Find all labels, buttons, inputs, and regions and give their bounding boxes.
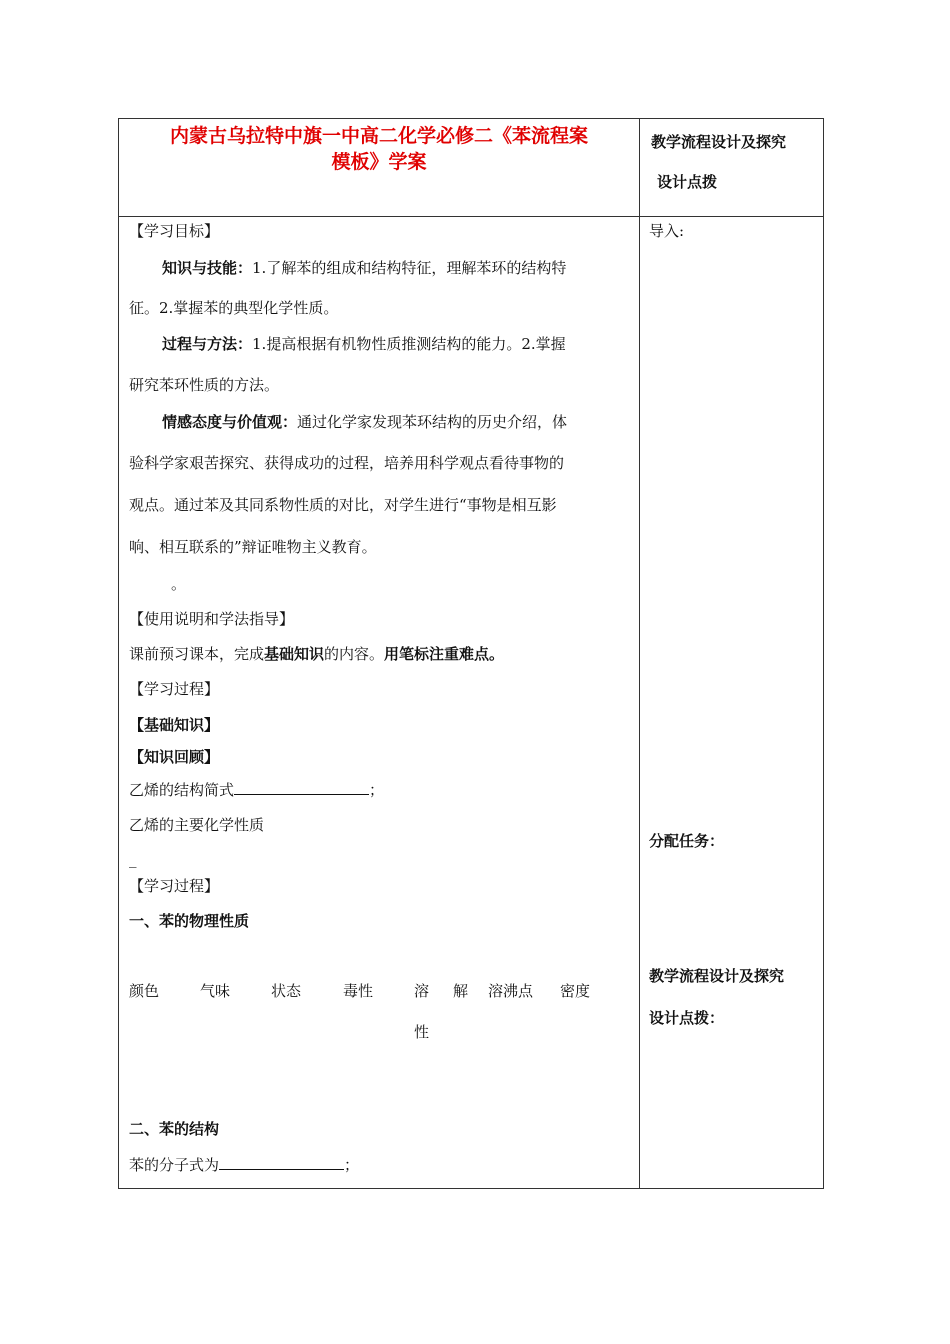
ethylene-formula-line bbox=[129, 780, 384, 800]
property-toxicity: 毒性 bbox=[343, 982, 374, 1000]
process-line-2: 研究苯环性质的方法。 bbox=[129, 376, 280, 394]
knowledge-text: 1.了解苯的组成和结构特征，理解苯环的结构特 bbox=[252, 259, 567, 277]
process-line-1 bbox=[162, 334, 566, 354]
property-state: 状态 bbox=[271, 982, 302, 1000]
lesson-table bbox=[118, 118, 824, 1189]
stray-period: 。 bbox=[171, 575, 187, 593]
emotion-text: 通过化学家发现苯环结构的历史介绍，体 bbox=[297, 413, 568, 431]
design-tip-line-1: 教学流程设计及探究 bbox=[649, 967, 785, 985]
title-line-2: 模板》学案 bbox=[331, 151, 427, 173]
intro-label: 导入: bbox=[649, 222, 685, 240]
column-divider bbox=[639, 119, 640, 1188]
emotion-line-1 bbox=[162, 412, 567, 432]
process-text: 1.提高根据有机物性质推测结构的能力。2.掌握 bbox=[252, 335, 566, 353]
usage-text-c: 的内容。 bbox=[324, 645, 385, 663]
knowledge-label: 知识与技能： bbox=[162, 259, 253, 277]
emotion-line-4: 响、相互联系的”辩证唯物主义教育。 bbox=[129, 538, 377, 556]
usage-heading: 【使用说明和学法指导】 bbox=[129, 610, 295, 628]
usage-text-d: 用笔标注重难点。 bbox=[384, 645, 505, 663]
design-tip-line-2: 设计点拨： bbox=[649, 1009, 725, 1027]
process-label: 过程与方法： bbox=[162, 335, 253, 353]
learning-process-heading: 【学习过程】 bbox=[129, 680, 220, 698]
review-heading: 【知识回顾】 bbox=[129, 748, 220, 766]
header-divider bbox=[119, 216, 823, 217]
assign-task-label: 分配任务： bbox=[649, 832, 725, 850]
usage-text bbox=[129, 644, 504, 664]
section-1-heading: 一、苯的物理性质 bbox=[129, 912, 250, 930]
ethylene-props-line: 乙烯的主要化学性质 bbox=[129, 816, 265, 834]
semicolon: ； bbox=[369, 781, 385, 799]
title-line-1: 内蒙古乌拉特中旗一中高二化学必修二《苯流程案 bbox=[169, 125, 588, 147]
emotion-line-3: 观点。通过苯及其同系物性质的对比，对学生进行“事物是相互影 bbox=[129, 496, 557, 514]
ethylene-formula-blank[interactable] bbox=[234, 780, 369, 795]
knowledge-line-1 bbox=[162, 258, 566, 278]
property-color: 颜色 bbox=[129, 982, 160, 1000]
semicolon-2: ； bbox=[344, 1156, 360, 1174]
learning-process-heading-2: 【学习过程】 bbox=[129, 877, 220, 895]
property-odor: 气味 bbox=[200, 982, 231, 1000]
property-solubility-c: 性 bbox=[414, 1023, 430, 1041]
emotion-line-2: 验科学家艰苦探究、获得成功的过程，培养用科学观点看待事物的 bbox=[129, 454, 565, 472]
benzene-formula-blank[interactable] bbox=[219, 1155, 344, 1170]
dash-blank: _ bbox=[129, 850, 137, 868]
usage-text-b: 基础知识 bbox=[264, 645, 325, 663]
goals-heading: 【学习目标】 bbox=[129, 222, 220, 240]
property-density: 密度 bbox=[560, 982, 591, 1000]
benzene-formula-label: 苯的分子式为 bbox=[129, 1156, 220, 1174]
property-solubility-a: 溶 bbox=[414, 982, 430, 1000]
property-solubility-b: 解 bbox=[453, 982, 469, 1000]
knowledge-line-2: 征。2.掌握苯的典型化学性质。 bbox=[129, 299, 339, 317]
benzene-formula-line bbox=[129, 1155, 359, 1175]
right-header-line-1: 教学流程设计及探究 bbox=[651, 133, 787, 151]
property-melting-boiling: 溶沸点 bbox=[488, 982, 534, 1000]
usage-text-a: 课前预习课本，完成 bbox=[129, 645, 265, 663]
section-2-heading: 二、苯的结构 bbox=[129, 1120, 220, 1138]
document-title bbox=[119, 123, 639, 175]
emotion-label: 情感态度与价值观： bbox=[162, 413, 298, 431]
ethylene-formula-label: 乙烯的结构简式 bbox=[129, 781, 235, 799]
right-header-line-2: 设计点拨 bbox=[657, 173, 718, 191]
basic-knowledge-heading: 【基础知识】 bbox=[129, 716, 220, 734]
